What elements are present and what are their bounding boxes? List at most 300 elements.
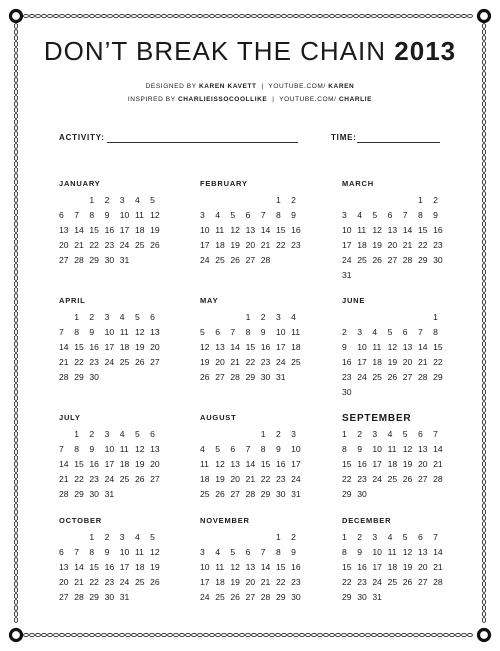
day-cell[interactable]: 25: [134, 240, 145, 250]
day-cell[interactable]: 17: [119, 562, 130, 572]
day-cell[interactable]: 29: [342, 592, 352, 602]
day-cell[interactable]: 18: [200, 474, 210, 484]
day-cell[interactable]: 30: [104, 592, 115, 602]
day-cell[interactable]: 18: [387, 459, 398, 469]
day-cell[interactable]: 26: [150, 240, 160, 250]
day-cell[interactable]: 1: [245, 312, 251, 322]
day-cell[interactable]: 10: [357, 342, 367, 352]
day-cell[interactable]: 3: [119, 195, 125, 205]
day-cell[interactable]: 19: [372, 240, 382, 250]
day-cell[interactable]: 2: [89, 312, 95, 322]
day-cell[interactable]: 21: [260, 577, 271, 587]
day-cell[interactable]: 23: [357, 577, 367, 587]
day-cell[interactable]: 22: [275, 240, 286, 250]
day-cell[interactable]: 17: [342, 240, 352, 250]
day-cell[interactable]: 2: [342, 327, 347, 337]
day-cell[interactable]: 6: [387, 210, 393, 220]
day-cell[interactable]: 3: [104, 429, 110, 439]
day-cell[interactable]: 18: [119, 459, 130, 469]
day-cell[interactable]: 16: [104, 562, 115, 572]
day-cell[interactable]: 17: [291, 459, 301, 469]
day-cell[interactable]: 24: [372, 474, 382, 484]
day-cell[interactable]: 13: [215, 342, 225, 352]
day-cell[interactable]: 14: [245, 459, 256, 469]
day-cell[interactable]: 28: [245, 489, 256, 499]
day-cell[interactable]: 14: [74, 225, 84, 235]
day-cell[interactable]: 24: [104, 474, 115, 484]
day-cell[interactable]: 4: [134, 532, 140, 542]
day-cell[interactable]: 11: [387, 444, 397, 454]
day-cell[interactable]: 1: [275, 532, 281, 542]
day-cell[interactable]: 11: [119, 327, 129, 337]
day-cell[interactable]: 30: [89, 489, 99, 499]
day-cell[interactable]: 31: [372, 592, 382, 602]
day-cell[interactable]: 4: [119, 312, 125, 322]
day-cell[interactable]: 15: [89, 225, 99, 235]
day-cell[interactable]: 13: [59, 225, 69, 235]
day-cell[interactable]: 19: [150, 225, 160, 235]
day-cell[interactable]: 11: [291, 327, 301, 337]
day-cell[interactable]: 3: [200, 210, 205, 220]
day-cell[interactable]: 16: [260, 342, 271, 352]
day-cell[interactable]: 29: [245, 372, 256, 382]
day-cell[interactable]: 31: [104, 489, 115, 499]
day-cell[interactable]: 19: [402, 459, 413, 469]
day-cell[interactable]: 15: [275, 225, 286, 235]
day-cell[interactable]: 29: [342, 489, 352, 499]
day-cell[interactable]: 4: [200, 444, 205, 454]
day-cell[interactable]: 16: [433, 225, 443, 235]
activity-field[interactable]: [107, 142, 298, 143]
day-cell[interactable]: 22: [89, 577, 99, 587]
day-cell[interactable]: 20: [215, 357, 225, 367]
day-cell[interactable]: 10: [104, 444, 115, 454]
day-cell[interactable]: 6: [59, 547, 64, 557]
day-cell[interactable]: 6: [402, 327, 408, 337]
day-cell[interactable]: 7: [74, 210, 79, 220]
day-cell[interactable]: 14: [260, 225, 271, 235]
day-cell[interactable]: 9: [433, 210, 438, 220]
day-cell[interactable]: 1: [342, 429, 347, 439]
day-cell[interactable]: 4: [357, 210, 362, 220]
day-cell[interactable]: 17: [372, 459, 382, 469]
day-cell[interactable]: 11: [119, 444, 129, 454]
day-cell[interactable]: 15: [275, 562, 286, 572]
day-cell[interactable]: 12: [230, 562, 240, 572]
day-cell[interactable]: 5: [402, 429, 408, 439]
day-cell[interactable]: 31: [275, 372, 286, 382]
day-cell[interactable]: 12: [387, 342, 398, 352]
day-cell[interactable]: 23: [104, 240, 115, 250]
day-cell[interactable]: 10: [200, 225, 210, 235]
day-cell[interactable]: 20: [245, 577, 256, 587]
day-cell[interactable]: 21: [74, 577, 84, 587]
day-cell[interactable]: 26: [200, 372, 210, 382]
day-cell[interactable]: 12: [402, 547, 413, 557]
day-cell[interactable]: 25: [372, 372, 382, 382]
day-cell[interactable]: 19: [230, 577, 240, 587]
day-cell[interactable]: 27: [215, 372, 225, 382]
day-cell[interactable]: 17: [119, 225, 130, 235]
day-cell[interactable]: 1: [342, 532, 347, 542]
day-cell[interactable]: 29: [433, 372, 443, 382]
day-cell[interactable]: 18: [134, 225, 145, 235]
day-cell[interactable]: 16: [104, 225, 115, 235]
day-cell[interactable]: 20: [245, 240, 256, 250]
day-cell[interactable]: 13: [150, 327, 160, 337]
day-cell[interactable]: 8: [74, 327, 79, 337]
day-cell[interactable]: 22: [260, 474, 271, 484]
day-cell[interactable]: 26: [150, 577, 160, 587]
day-cell[interactable]: 22: [245, 357, 256, 367]
day-cell[interactable]: 22: [74, 357, 84, 367]
day-cell[interactable]: 21: [260, 240, 271, 250]
day-cell[interactable]: 5: [230, 547, 236, 557]
day-cell[interactable]: 10: [104, 327, 115, 337]
day-cell[interactable]: 11: [372, 342, 382, 352]
day-cell[interactable]: 18: [357, 240, 367, 250]
day-cell[interactable]: 5: [230, 210, 236, 220]
day-cell[interactable]: 25: [119, 474, 130, 484]
day-cell[interactable]: 8: [260, 444, 266, 454]
day-cell[interactable]: 27: [417, 577, 428, 587]
day-cell[interactable]: 10: [119, 210, 130, 220]
day-cell[interactable]: 8: [89, 210, 95, 220]
day-cell[interactable]: 28: [417, 372, 428, 382]
day-cell[interactable]: 24: [357, 372, 367, 382]
day-cell[interactable]: 25: [200, 489, 210, 499]
day-cell[interactable]: 2: [357, 532, 362, 542]
day-cell[interactable]: 29: [89, 255, 99, 265]
day-cell[interactable]: 23: [291, 240, 301, 250]
day-cell[interactable]: 15: [74, 459, 84, 469]
day-cell[interactable]: 13: [245, 225, 256, 235]
day-cell[interactable]: 26: [134, 474, 145, 484]
day-cell[interactable]: 22: [342, 474, 352, 484]
day-cell[interactable]: 20: [150, 459, 160, 469]
day-cell[interactable]: 13: [245, 562, 256, 572]
day-cell[interactable]: 19: [200, 357, 210, 367]
day-cell[interactable]: 26: [134, 357, 145, 367]
day-cell[interactable]: 26: [402, 474, 413, 484]
day-cell[interactable]: 10: [200, 562, 210, 572]
day-cell[interactable]: 21: [433, 459, 443, 469]
day-cell[interactable]: 6: [150, 312, 155, 322]
day-cell[interactable]: 27: [230, 489, 240, 499]
day-cell[interactable]: 20: [59, 577, 69, 587]
day-cell[interactable]: 8: [245, 327, 251, 337]
day-cell[interactable]: 29: [417, 255, 428, 265]
day-cell[interactable]: 15: [342, 459, 352, 469]
day-cell[interactable]: 6: [417, 532, 423, 542]
day-cell[interactable]: 23: [291, 577, 301, 587]
day-cell[interactable]: 2: [104, 532, 110, 542]
day-cell[interactable]: 1: [74, 429, 79, 439]
day-cell[interactable]: 22: [342, 577, 352, 587]
day-cell[interactable]: 3: [372, 429, 378, 439]
day-cell[interactable]: 16: [291, 225, 301, 235]
day-cell[interactable]: 10: [372, 547, 382, 557]
day-cell[interactable]: 8: [275, 547, 281, 557]
day-cell[interactable]: 4: [291, 312, 296, 322]
day-cell[interactable]: 12: [134, 327, 145, 337]
day-cell[interactable]: 5: [387, 327, 393, 337]
day-cell[interactable]: 12: [150, 547, 160, 557]
day-cell[interactable]: 7: [433, 429, 438, 439]
day-cell[interactable]: 19: [134, 342, 145, 352]
day-cell[interactable]: 14: [74, 562, 84, 572]
day-cell[interactable]: 15: [433, 342, 443, 352]
day-cell[interactable]: 14: [433, 444, 443, 454]
day-cell[interactable]: 1: [433, 312, 438, 322]
day-cell[interactable]: 2: [291, 532, 296, 542]
day-cell[interactable]: 27: [417, 474, 428, 484]
day-cell[interactable]: 14: [433, 547, 443, 557]
day-cell[interactable]: 25: [387, 577, 398, 587]
day-cell[interactable]: 30: [260, 372, 271, 382]
day-cell[interactable]: 22: [74, 474, 84, 484]
day-cell[interactable]: 21: [433, 562, 443, 572]
day-cell[interactable]: 3: [342, 210, 347, 220]
day-cell[interactable]: 4: [387, 532, 393, 542]
day-cell[interactable]: 4: [372, 327, 378, 337]
day-cell[interactable]: 28: [402, 255, 413, 265]
day-cell[interactable]: 10: [372, 444, 382, 454]
day-cell[interactable]: 9: [104, 210, 110, 220]
day-cell[interactable]: 15: [74, 342, 84, 352]
day-cell[interactable]: 18: [387, 562, 398, 572]
day-cell[interactable]: 26: [372, 255, 382, 265]
day-cell[interactable]: 12: [372, 225, 382, 235]
day-cell[interactable]: 15: [342, 562, 352, 572]
day-cell[interactable]: 26: [387, 372, 398, 382]
day-cell[interactable]: 25: [119, 357, 130, 367]
day-cell[interactable]: 31: [119, 255, 130, 265]
day-cell[interactable]: 12: [134, 444, 145, 454]
day-cell[interactable]: 23: [433, 240, 443, 250]
day-cell[interactable]: 23: [357, 474, 367, 484]
day-cell[interactable]: 9: [291, 547, 296, 557]
day-cell[interactable]: 17: [200, 240, 210, 250]
day-cell[interactable]: 5: [134, 312, 140, 322]
day-cell[interactable]: 11: [215, 562, 225, 572]
day-cell[interactable]: 11: [134, 210, 144, 220]
day-cell[interactable]: 28: [433, 474, 443, 484]
day-cell[interactable]: 26: [215, 489, 225, 499]
day-cell[interactable]: 6: [150, 429, 155, 439]
day-cell[interactable]: 1: [89, 532, 95, 542]
day-cell[interactable]: 9: [260, 327, 266, 337]
day-cell[interactable]: 14: [230, 342, 240, 352]
day-cell[interactable]: 7: [245, 444, 251, 454]
day-cell[interactable]: 26: [402, 577, 413, 587]
day-cell[interactable]: 7: [230, 327, 236, 337]
day-cell[interactable]: 4: [215, 210, 220, 220]
day-cell[interactable]: 19: [134, 459, 145, 469]
day-cell[interactable]: 2: [89, 429, 95, 439]
day-cell[interactable]: 7: [260, 547, 266, 557]
day-cell[interactable]: 15: [245, 342, 256, 352]
day-cell[interactable]: 13: [417, 547, 428, 557]
day-cell[interactable]: 23: [89, 357, 99, 367]
day-cell[interactable]: 27: [59, 255, 69, 265]
day-cell[interactable]: 4: [119, 429, 125, 439]
day-cell[interactable]: 28: [260, 592, 271, 602]
day-cell[interactable]: 10: [119, 547, 130, 557]
day-cell[interactable]: 9: [291, 210, 296, 220]
day-cell[interactable]: 31: [291, 489, 301, 499]
day-cell[interactable]: 18: [134, 562, 145, 572]
day-cell[interactable]: 28: [230, 372, 240, 382]
day-cell[interactable]: 13: [417, 444, 428, 454]
day-cell[interactable]: 11: [357, 225, 367, 235]
day-cell[interactable]: 24: [342, 255, 352, 265]
day-cell[interactable]: 30: [275, 489, 286, 499]
day-cell[interactable]: 30: [357, 489, 367, 499]
day-cell[interactable]: 11: [200, 459, 209, 469]
day-cell[interactable]: 23: [260, 357, 271, 367]
day-cell[interactable]: 14: [260, 562, 271, 572]
day-cell[interactable]: 11: [215, 225, 225, 235]
day-cell[interactable]: 29: [275, 592, 286, 602]
day-cell[interactable]: 3: [104, 312, 110, 322]
day-cell[interactable]: 1: [260, 429, 266, 439]
day-cell[interactable]: 24: [119, 577, 130, 587]
day-cell[interactable]: 14: [59, 459, 69, 469]
day-cell[interactable]: 13: [402, 342, 413, 352]
day-cell[interactable]: 16: [89, 459, 99, 469]
day-cell[interactable]: 20: [230, 474, 240, 484]
day-cell[interactable]: 25: [134, 577, 145, 587]
day-cell[interactable]: 21: [245, 474, 256, 484]
day-cell[interactable]: 20: [59, 240, 69, 250]
day-cell[interactable]: 26: [230, 255, 240, 265]
day-cell[interactable]: 6: [245, 547, 251, 557]
day-cell[interactable]: 5: [134, 429, 140, 439]
day-cell[interactable]: 9: [104, 547, 110, 557]
day-cell[interactable]: 29: [260, 489, 271, 499]
day-cell[interactable]: 5: [402, 532, 408, 542]
day-cell[interactable]: 20: [417, 459, 428, 469]
day-cell[interactable]: 23: [275, 474, 286, 484]
day-cell[interactable]: 27: [150, 357, 160, 367]
day-cell[interactable]: 17: [275, 342, 286, 352]
day-cell[interactable]: 5: [150, 532, 155, 542]
day-cell[interactable]: 20: [387, 240, 398, 250]
day-cell[interactable]: 4: [134, 195, 140, 205]
day-cell[interactable]: 10: [342, 225, 352, 235]
day-cell[interactable]: 12: [215, 459, 225, 469]
day-cell[interactable]: 2: [357, 429, 362, 439]
day-cell[interactable]: 19: [230, 240, 240, 250]
day-cell[interactable]: 24: [200, 255, 210, 265]
day-cell[interactable]: 12: [150, 210, 160, 220]
day-cell[interactable]: 2: [433, 195, 438, 205]
day-cell[interactable]: 16: [89, 342, 99, 352]
day-cell[interactable]: 31: [342, 270, 352, 280]
day-cell[interactable]: 8: [275, 210, 281, 220]
day-cell[interactable]: 3: [119, 532, 125, 542]
day-cell[interactable]: 30: [291, 592, 301, 602]
day-cell[interactable]: 1: [275, 195, 281, 205]
day-cell[interactable]: 27: [59, 592, 69, 602]
day-cell[interactable]: 30: [433, 255, 443, 265]
day-cell[interactable]: 31: [119, 592, 130, 602]
day-cell[interactable]: 24: [104, 357, 115, 367]
day-cell[interactable]: 27: [245, 592, 256, 602]
day-cell[interactable]: 13: [59, 562, 69, 572]
day-cell[interactable]: 2: [260, 312, 266, 322]
day-cell[interactable]: 20: [417, 562, 428, 572]
day-cell[interactable]: 6: [59, 210, 64, 220]
day-cell[interactable]: 17: [104, 459, 115, 469]
day-cell[interactable]: 12: [230, 225, 240, 235]
day-cell[interactable]: 3: [372, 532, 378, 542]
day-cell[interactable]: 21: [59, 474, 69, 484]
day-cell[interactable]: 29: [74, 489, 84, 499]
day-cell[interactable]: 24: [372, 577, 382, 587]
day-cell[interactable]: 6: [417, 429, 423, 439]
day-cell[interactable]: 9: [357, 444, 362, 454]
day-cell[interactable]: 7: [59, 327, 64, 337]
day-cell[interactable]: 8: [417, 210, 423, 220]
day-cell[interactable]: 1: [417, 195, 423, 205]
day-cell[interactable]: 29: [89, 592, 99, 602]
day-cell[interactable]: 6: [230, 444, 236, 454]
day-cell[interactable]: 8: [74, 444, 79, 454]
day-cell[interactable]: 15: [417, 225, 428, 235]
day-cell[interactable]: 24: [119, 240, 130, 250]
day-cell[interactable]: 28: [260, 255, 271, 265]
day-cell[interactable]: 27: [245, 255, 256, 265]
day-cell[interactable]: 25: [215, 592, 225, 602]
day-cell[interactable]: 15: [260, 459, 271, 469]
day-cell[interactable]: 18: [291, 342, 301, 352]
day-cell[interactable]: 5: [200, 327, 205, 337]
day-cell[interactable]: 28: [74, 592, 84, 602]
day-cell[interactable]: 16: [275, 459, 286, 469]
day-cell[interactable]: 1: [89, 195, 95, 205]
day-cell[interactable]: 9: [89, 327, 95, 337]
day-cell[interactable]: 25: [215, 255, 225, 265]
day-cell[interactable]: 21: [230, 357, 240, 367]
day-cell[interactable]: 7: [417, 327, 423, 337]
day-cell[interactable]: 6: [245, 210, 251, 220]
day-cell[interactable]: 21: [417, 357, 428, 367]
day-cell[interactable]: 7: [74, 547, 79, 557]
day-cell[interactable]: 30: [89, 372, 99, 382]
day-cell[interactable]: 21: [74, 240, 84, 250]
day-cell[interactable]: 15: [89, 562, 99, 572]
day-cell[interactable]: 20: [402, 357, 413, 367]
day-cell[interactable]: 17: [372, 562, 382, 572]
day-cell[interactable]: 27: [387, 255, 398, 265]
day-cell[interactable]: 22: [417, 240, 428, 250]
day-cell[interactable]: 24: [291, 474, 301, 484]
day-cell[interactable]: 19: [150, 562, 160, 572]
day-cell[interactable]: 30: [357, 592, 367, 602]
day-cell[interactable]: 14: [402, 225, 413, 235]
day-cell[interactable]: 30: [342, 387, 352, 397]
day-cell[interactable]: 21: [59, 357, 69, 367]
day-cell[interactable]: 2: [104, 195, 110, 205]
day-cell[interactable]: 1: [74, 312, 79, 322]
day-cell[interactable]: 5: [372, 210, 378, 220]
day-cell[interactable]: 23: [104, 577, 115, 587]
day-cell[interactable]: 23: [89, 474, 99, 484]
day-cell[interactable]: 3: [200, 547, 205, 557]
day-cell[interactable]: 25: [387, 474, 398, 484]
